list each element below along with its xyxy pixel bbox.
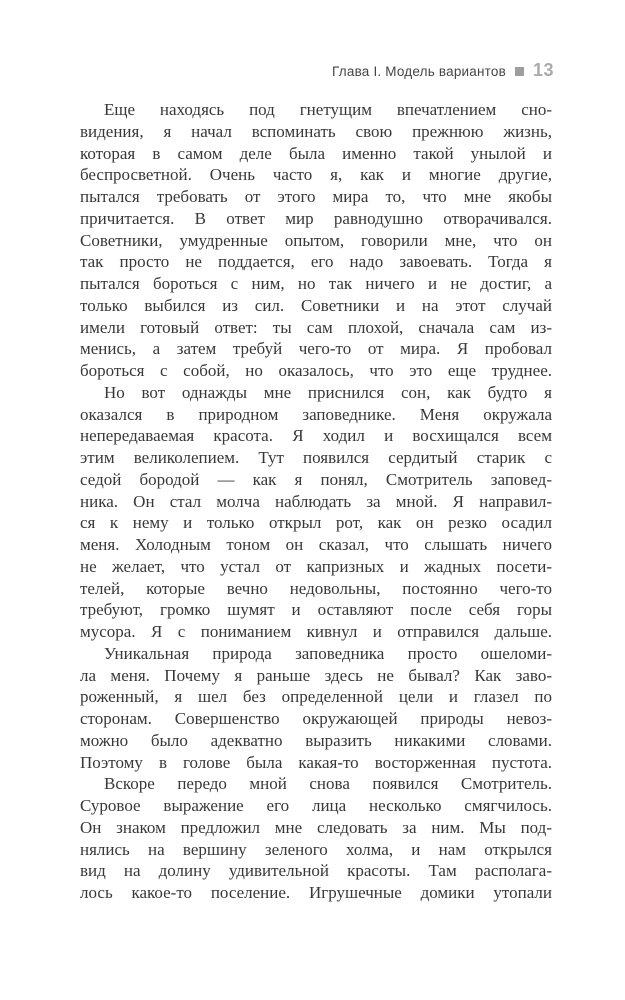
text-line: ся к нему и только открыл рот, как он резко осадил (80, 513, 552, 533)
paragraph (80, 643, 552, 774)
text-line: этим великолепием. Тут появился сердитый старик с (80, 448, 552, 467)
text-line: сторонам. Совершенство окружающей природы невоз- (80, 709, 552, 728)
text-line: требуют, громко шумят и оставляют после себя горы (80, 600, 552, 620)
square-bullet-icon (515, 67, 524, 76)
text-line: непередаваемая красота. Я ходил и восхищался всем (80, 426, 552, 446)
text-line: лось какое-то поселение. Игрушечные домики утопали (80, 883, 552, 902)
text-line: ла меня. Почему я раньше здесь не бывал? Как заво- (80, 665, 552, 685)
text-line: беспросветной. Очень часто я, как и многие другие, (80, 165, 552, 185)
text-line: нялись на вершину зеленого холма, и нам открылся (80, 839, 552, 859)
text-line: меня. Холодным тоном он сказал, что слышать ничего (80, 535, 552, 554)
paragraph (80, 382, 552, 643)
text-line: Он знаком предложил мне следовать за ним. Мы под- (80, 817, 552, 837)
text-line: Уникальная природа заповедника просто ошеломи- (104, 643, 552, 663)
paragraph (80, 99, 552, 382)
text-line: бороться с собой, но оказалось, что это еще труднее. (80, 361, 552, 380)
text-line: телей, которые вечно недовольны, постоянно чего-то (80, 578, 552, 598)
text-line: пытался бороться с ним, но так ничего и не достиг, а (80, 274, 552, 293)
chapter-title: Глава I. Модель вариантов (332, 64, 506, 79)
text-line: Суровое выражение его лица несколько смягчилось. (80, 796, 552, 815)
text-line: ника. Он стал молча наблюдать за мной. Я направил- (80, 491, 552, 511)
text-line: Еще находясь под гнетущим впечатлением сно- (104, 100, 552, 119)
text-line: седой бородой — как я понял, Смотритель заповед- (80, 469, 552, 489)
text-line: мусора. Я с пониманием кивнул и отправился дальше. (80, 622, 552, 641)
text-line: имели готовый ответ: ты сам плохой, сначала сам из- (80, 317, 552, 337)
paragraph (80, 773, 552, 904)
text-line: которая в самом деле была именно такой унылой и (80, 143, 552, 163)
text-line: менись, а затем требуй чего-то от мира. Я пробовал (80, 339, 552, 359)
text-line: не желает, что устал от капризных и жадных посети- (80, 556, 552, 576)
text-line: Советники, умудренные опытом, говорили мне, что он (80, 230, 552, 250)
text-line: можно было адекватно выразить никакими словами. (80, 730, 552, 750)
page-number: 13 (532, 60, 554, 80)
text-line: видения, я начал вспоминать свою прежнюю жизнь, (80, 121, 552, 141)
text-line: пытался требовать от этого мира то, что мне якобы (80, 187, 552, 206)
running-header (80, 60, 554, 81)
text-line: оказался в природном заповеднике. Меня окружала (80, 404, 552, 424)
text-line: причитается. В ответ мир равнодушно отворачивался. (80, 208, 552, 228)
text-line: Вскоре передо мной снова появился Смотритель. (104, 774, 552, 794)
text-line: роженный, я шел без определенной цели и глазел по (80, 687, 552, 707)
page-body (80, 99, 552, 904)
text-line: вид на долину удивительной красоты. Там располага- (80, 861, 552, 881)
text-line: только выбился из сил. Советники и на этот случай (80, 295, 552, 315)
text-line: Поэтому в голове была какая-то восторженная пустота. (80, 752, 552, 772)
text-line: Но вот однажды мне приснился сон, как будто я (104, 382, 552, 402)
text-line: так просто не поддается, его надо завоевать. Тогда я (80, 252, 552, 272)
